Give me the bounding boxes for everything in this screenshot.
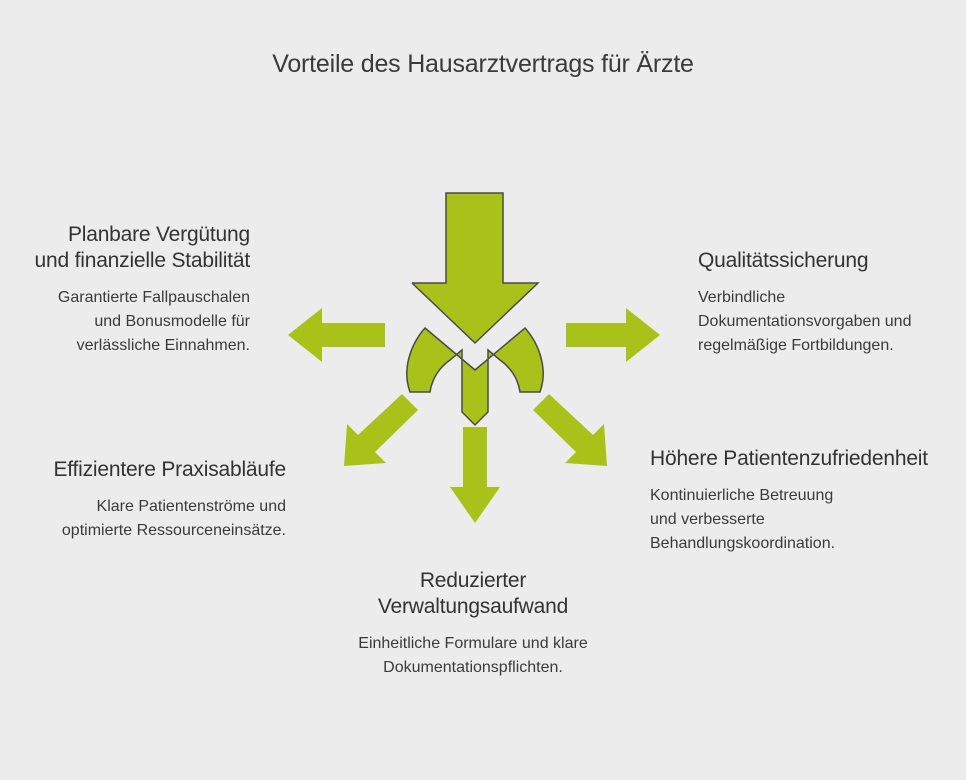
input-arrow (412, 193, 538, 343)
benefit-description (53, 495, 286, 543)
arrow-down (450, 427, 500, 523)
benefit-description (650, 484, 928, 556)
arrow-down-right (533, 394, 607, 466)
benefit-title-line: Qualitätssicherung (698, 249, 869, 272)
arrow-down-left (344, 394, 418, 466)
benefit-title-line: Höhere Patientenzufriedenheit (650, 447, 928, 470)
benefit-desc-line: Kontinuierliche Betreuung (650, 487, 834, 504)
benefit-desc-line: Verbindliche (698, 289, 786, 306)
benefit-desc-line: verlässliche Einnahmen. (76, 337, 250, 354)
benefit-description (35, 286, 250, 358)
arrow-right (566, 308, 660, 362)
benefit-title (273, 568, 673, 620)
benefit-title-line: Reduzierter (419, 569, 527, 592)
benefit-description (698, 286, 911, 358)
benefit-title-line: Effizientere Praxisabläufe (53, 458, 286, 481)
arrow-left (288, 308, 385, 362)
benefit-planbare-verguetung (35, 222, 250, 358)
benefit-desc-line: Behandlungskoordination. (650, 535, 836, 552)
benefit-qualitaetssicherung (698, 248, 911, 358)
benefit-title-line: Verwaltungsaufwand (377, 595, 569, 618)
benefit-title (650, 446, 928, 472)
benefit-desc-line: Klare Patientenströme und (96, 498, 286, 515)
benefit-desc-line: Dokumentationsvorgaben und (698, 313, 912, 330)
benefit-desc-line: optimierte Ressourceneinsätze. (61, 522, 286, 539)
benefit-desc-line: Garantierte Fallpauschalen (57, 289, 250, 306)
diagram-title: Vorteile des Hausarztvertrags für Ärzte (272, 50, 694, 78)
benefit-reduzierter-verwaltungsaufwand (273, 568, 673, 680)
benefit-title (35, 222, 250, 274)
benefit-desc-line: und Bonusmodelle für (94, 313, 250, 330)
benefit-desc-line: Einheitliche Formulare und klare (358, 635, 588, 652)
benefit-title-line: Planbare Vergütung (67, 223, 250, 246)
benefit-description (273, 632, 673, 680)
benefit-title-line: und finanzielle Stabilität (34, 249, 250, 272)
benefit-desc-line: regelmäßige Fortbildungen. (698, 337, 894, 354)
benefit-title (53, 457, 286, 483)
benefit-desc-line: und verbesserte (650, 511, 765, 528)
benefit-desc-line: Dokumentationspflichten. (383, 659, 563, 676)
benefit-effizientere-praxisablaeufe (53, 457, 286, 543)
benefit-hoehere-patientenzufriedenheit (650, 446, 928, 556)
benefit-title (698, 248, 911, 274)
